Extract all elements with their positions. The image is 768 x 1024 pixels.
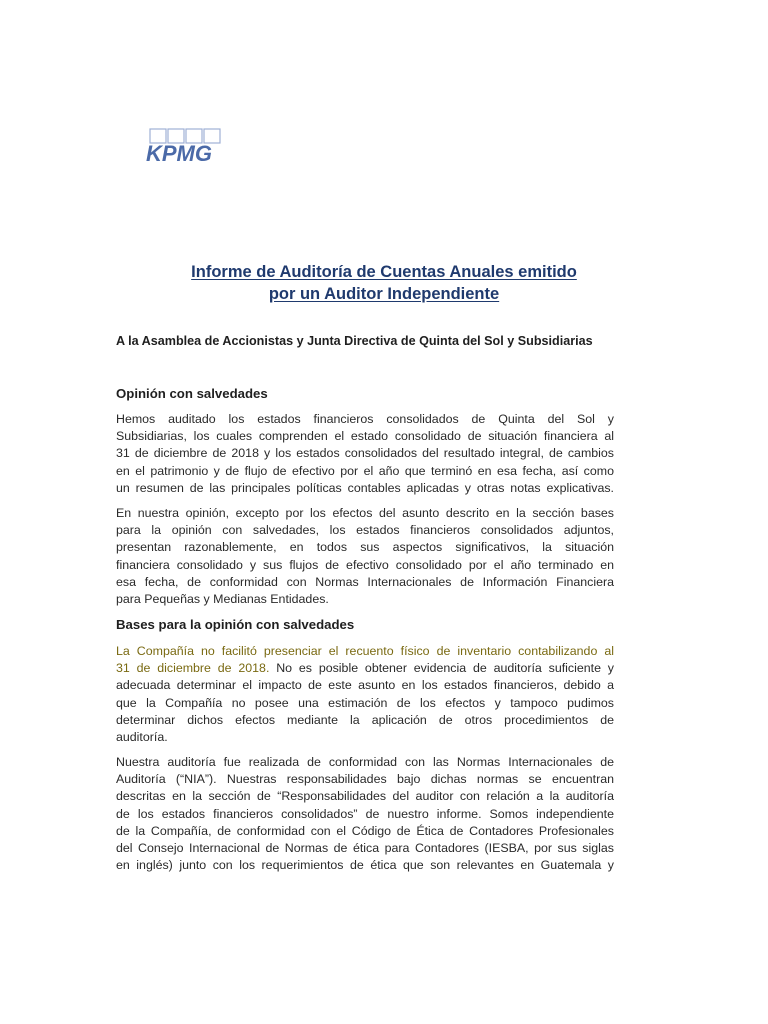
section-heading-opinion: Opinión con salvedades <box>116 386 268 401</box>
text-line: que la Compañía no posee una estimación de los efectos y tampoco pudimos <box>116 695 614 710</box>
report-title-line-1: Informe de Auditoría de Cuentas Anuales emitido <box>191 263 577 281</box>
text-line: del Consejo Internacional de Normas de ética para Contadores (IESBA, por sus siglas <box>116 841 614 856</box>
text-line: Subsidiarias, los cuales comprenden el estado consolidado de situación financiera al <box>116 429 614 444</box>
text-run: No es posible obtener evidencia de auditoría suficiente y <box>269 661 615 676</box>
text-line: auditoría. <box>116 730 168 745</box>
text-line: para Pequeñas y Medianas Entidades. <box>116 592 329 607</box>
paragraph-bases-2 <box>116 754 614 874</box>
text-line: financiera consolidado y sus flujos de efectivo consolidado por el año terminado en <box>116 557 614 572</box>
highlighted-text-line: La Compañía no facilitó presenciar el recuento físico de inventario contabilizando al <box>116 644 614 658</box>
text-line: presentan razonablemente, en todos sus aspectos significativos, la situación <box>116 540 614 555</box>
recipient-line: A la Asamblea de Accionistas y Junta Directiva de Quinta del Sol y Subsidiarias <box>116 334 593 348</box>
text-line: Hemos auditado los estados financieros consolidados de Quinta del Sol y <box>116 412 614 426</box>
text-line: de los estados financieros consolidados” de nuestro informe. Somos independiente <box>116 806 614 821</box>
highlighted-text: 31 de diciembre de 2018. <box>116 661 270 676</box>
text-line: Nuestra auditoría fue realizada de conformidad con las Normas Internacionales de <box>116 755 614 769</box>
text-line: para la opinión con salvedades, los estados financieros consolidados adjuntos, <box>116 523 614 538</box>
text-line <box>116 660 614 677</box>
paragraph-opinion-1 <box>116 411 614 497</box>
paragraph-opinion-2 <box>116 505 614 608</box>
text-line: un resumen de las principales políticas contables aplicadas y otras notas explicativas. <box>116 480 614 495</box>
kpmg-logo-text: KPMG <box>146 141 212 166</box>
text-line: 31 de diciembre de 2018 y los estados consolidados del resultado integral, de cambios <box>116 446 614 461</box>
text-line: adecuada determinar el impacto de este asunto en los estados financieros, debido a <box>116 678 614 693</box>
text-line: En nuestra opinión, excepto por los efectos del asunto descrito en la sección bases <box>116 506 614 520</box>
text-line: en el patrimonio y de flujo de efectivo por el año que terminó en esa fecha, así como <box>116 463 614 478</box>
text-line: de la Compañía, de conformidad con el Código de Ética de Contadores Profesionales <box>116 823 614 838</box>
text-line: determinar dichos efectos mediante la aplicación de otros procedimientos de <box>116 712 614 727</box>
text-line: Auditoría (“NIA”). Nuestras responsabilidades bajo dichas normas se encuentran <box>116 772 614 787</box>
report-title-line-2: por un Auditor Independiente <box>268 285 500 303</box>
report-title <box>0 261 768 305</box>
text-line: en inglés) junto con los requerimientos de ética que son relevantes en Guatemala y <box>116 858 614 873</box>
text-line: esa fecha, de conformidad con Normas Internacionales de Información Financiera <box>116 574 614 589</box>
text-line: descritas en la sección de “Responsabilidades del auditor con relación a la auditoría <box>116 789 614 804</box>
section-heading-bases: Bases para la opinión con salvedades <box>116 617 355 632</box>
paragraph-bases-1 <box>116 643 614 746</box>
kpmg-logo <box>146 128 228 168</box>
